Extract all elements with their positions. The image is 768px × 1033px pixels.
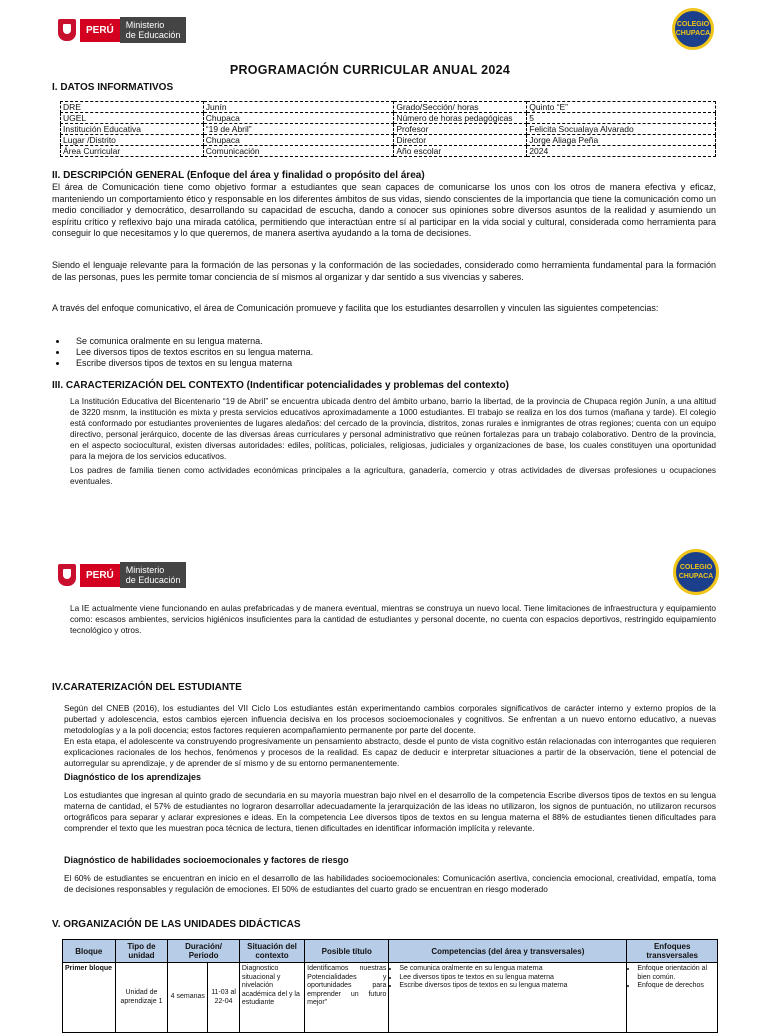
competencias-list	[52, 336, 668, 369]
table-cell: Grado/Sección/ horas	[394, 102, 527, 113]
school-badge-icon: COLEGIO CHUPACA	[672, 8, 714, 50]
list-item: • Se comunica oralmente en su lengua materna	[399, 965, 624, 974]
cell-bloque: Primer bloque	[63, 963, 116, 1033]
header-bloque: Bloque	[63, 940, 116, 963]
contexto-p2: Los padres de familia tienen como actividades económicas principales a la agricultura, ganadería, comercio y otras actividades de diversas profesiones u ocupaciones eventuales.	[70, 465, 716, 486]
minedu-logo-2	[58, 562, 186, 588]
table-cell: Chupaca	[203, 113, 394, 124]
section-2-heading: II. DESCRIPCIÓN GENERAL (Enfoque del área y finalidad o propósito del área)	[52, 170, 425, 181]
table-cell: DRE	[61, 102, 204, 113]
ministry-label: Ministerio de Educación	[120, 17, 187, 43]
ministry-label: Ministerio de Educación	[120, 562, 187, 588]
diagnostico-aprendizajes-heading: Diagnóstico de los aprendizajes	[64, 772, 202, 782]
section-4-heading: IV.CARATERIZACIÓN DEL ESTUDIANTE	[52, 682, 242, 693]
estudiante-p3: Los estudiantes que ingresan al quinto grado de secundaria en su mayoría muestran bajo nivel en el desarrollo de la competencia Escribe diversos tipos de textos en su lengua materna de cantidad, el 57% de estudiantes no lograron desarrollar adecuadamente la jerarquización de las ideas no utilizaron, los signos de puntuación, no utilizaron recursos ortográficos para separar y aclarar expresiones e ideas. En la competencia Lee diversos tipos de textos en su lengua materna el 88% de estudiantes tienen dificultades para comprender el texto que les muestran poca técnica de lectura, tienen dificultades en identificar información implícita y relevante.	[64, 790, 716, 833]
cell-competencias	[389, 963, 627, 1033]
table-cell: 5	[527, 113, 716, 124]
descripcion-p1: El área de Comunicación tiene como objetivo formar a estudiantes que sean capaces de comunicarse los unos con los otros de manera efectiva y eficaz, manteniendo un comportamiento ético y responsable en los diferentes ámbitos de sus vidas, siendo conscientes de la importancia que tiene la comunicación como un medio conciliador y democrático, desarrollando su capacidad de escucha, dando a conocer sus opiniones sobre diversos asuntos de la realidad y asumiendo un espíritu crítico y reflexivo bajo una mirada católica, permitiendo que interactúan entre sí al participar en la vida social y cultural, considerada como herramienta para conseguir lo que necesitamos y lo que queremos, de manera asertiva ayudando a la toma de decisiones.	[52, 182, 716, 239]
table-row	[61, 146, 716, 157]
table-cell: Chupaca	[203, 135, 394, 146]
table-cell: “19 de Abril”	[203, 124, 394, 135]
section-1-heading: I. DATOS INFORMATIVOS	[52, 82, 174, 93]
table-cell: Comunicación	[203, 146, 394, 157]
header-enfoques: Enfoques transversales	[627, 940, 718, 963]
estudiante-p4: El 60% de estudiantes se encuentran en inicio en el desarrollo de las habilidades socioemocionales: Comunicación asertiva, conciencia emocional, creatividad, empatía, toma de decisiones responsables y regulación de emociones. El 50% de estudiantes del cuarto grado se encuentran en riesgo moderado	[64, 873, 716, 894]
descripcion-p2: Siendo el lenguaje relevante para la formación de las personas y la conformación de las sociedades, considerado como herramienta fundamental para la formación de las personas, pues les permite tomar conciencia de sí mismos al organizar y dar sentido a sus vivencias y saberes.	[52, 260, 716, 282]
table-cell: Número de horas pedagógicas	[394, 113, 527, 124]
descripcion-p3: A través del enfoque comunicativo, el área de Comunicación promueve y facilita que los estudiantes desarrollen y vinculen las siguientes competencias:	[52, 303, 659, 313]
table-row	[61, 102, 716, 113]
table-cell: Área Curricular	[61, 146, 204, 157]
cell-semanas: 4 semanas	[168, 963, 208, 1033]
section-5-heading: V. ORGANIZACIÓN DE LAS UNIDADES DIDÁCTICAS	[52, 919, 301, 930]
cell-titulo: Identificamos nuestras Potencialidades y oportunidades para emprender un futuro mejor”	[305, 963, 389, 1033]
estudiante-p2: En esta etapa, el adolescente va construyendo progresivamente un pensamiento abstracto, desde el punto de vista cognitivo están relacionadas con interrogantes que requieren explicaciones racionales de los hechos, fenómenos y procesos de la realidad. Es capaz de deducir e interpretar situaciones a partir de la observación, tiene el potencial de autorregular su aprendizaje, y de aprender de sí mismo y de su entorno permanentemente.	[64, 736, 716, 768]
peru-shield-icon	[58, 19, 76, 41]
school-badge-icon: COLEGIO CHUPACA	[673, 549, 719, 595]
list-item: • Se comunica oralmente en su lengua materna.	[68, 336, 668, 347]
list-item: • Lee diversos tipos te textos en su lengua materna	[399, 974, 624, 983]
header-situacion: Situación del contexto	[239, 940, 304, 963]
header-titulo: Posible título	[305, 940, 389, 963]
table-cell: Institución Educativa	[61, 124, 204, 135]
table-cell: 2024	[527, 146, 716, 157]
peru-shield-icon	[58, 564, 76, 586]
page-title: PROGRAMACIÓN CURRICULAR ANUAL 2024	[229, 63, 511, 77]
table-cell: Profesor	[394, 124, 527, 135]
list-item: • Enfoque orientación al bien común.	[637, 965, 715, 982]
table-cell: Lugar /Distrito	[61, 135, 204, 146]
list-item: • Lee diversos tipos de textos escritos en su lengua materna.	[68, 347, 668, 358]
table-cell: Felicita Socualaya Alvarado	[527, 124, 716, 135]
list-item: • Enfoque de derechos	[637, 982, 715, 991]
list-item: • Escribe diversos tipos de textos en su lengua materna	[68, 358, 668, 369]
table-cell: Director	[394, 135, 527, 146]
table-cell: Junín	[203, 102, 394, 113]
table-cell: Jorge Aliaga Peña	[527, 135, 716, 146]
table-row	[61, 135, 716, 146]
cell-enfoques	[627, 963, 718, 1033]
list-item: • Escribe diversos tipos de textos en su lengua materna	[399, 982, 624, 991]
peru-label: PERÚ	[80, 564, 120, 587]
cell-situacion: Diagnostico situacional y nivelación académica del y la estudiante	[239, 963, 304, 1033]
peru-label: PERÚ	[80, 19, 120, 42]
table-cell: Quinto “E”	[527, 102, 716, 113]
header-competencias: Competencias (del área y transversales)	[389, 940, 627, 963]
table-cell: Año escolar	[394, 146, 527, 157]
table-row	[63, 963, 718, 1033]
table-row	[61, 124, 716, 135]
datos-informativos-table	[60, 101, 716, 157]
header-tipo: Tipo de unidad	[115, 940, 168, 963]
estudiante-p1: Según del CNEB (2016), los estudiantes del VII Ciclo Los estudiantes están experimentando cambios corporales significativos de carácter interno y externo propios de la pubertad y adolescencia, estos cambios ejercen influencia decisiva en los procesos socioemocionales y cognitivos. Se enfrentan a un nuevo entorno educativo, a nuevas metodologías y a la poli docencia; estos factores requieren acompañamiento permanente por parte del docente.	[64, 703, 716, 735]
contexto-p3: La IE actualmente viene funcionando en aulas prefabricadas y de manera eventual, mientras se construya un nuevo local. Tiene limitaciones de infraestructura y equipamiento como: escasos ambientes, servicios higiénicos insuficientes para la cantidad de estudiantes y personal docente, no cuenta con espacios deportivos, restringido equipamiento tecnológico y otros.	[70, 603, 716, 635]
table-row	[61, 113, 716, 124]
minedu-logo	[58, 17, 186, 43]
cell-tipo: Unidad de aprendizaje 1	[115, 963, 168, 1033]
cell-fechas: 11-03 al 22-04	[208, 963, 240, 1033]
section-3-heading: III. CARACTERIZACIÓN DEL CONTEXTO (Indentificar potencialidades y problemas del contexto)	[52, 380, 509, 391]
diagnostico-socioemocional-heading: Diagnóstico de habilidades socioemocionales y factores de riesgo	[64, 855, 349, 865]
header-duracion: Duración/ Periodo	[168, 940, 240, 963]
table-cell: UGEL	[61, 113, 204, 124]
unidades-table	[62, 939, 718, 1033]
contexto-p1: La Institución Educativa del Bicentenario “19 de Abril” se encuentra ubicada dentro del ámbito urbano, barrio la libertad, de la provincia de Chupaca región Junín, a una altitud de 3220 msnm, la institución es mixta y presta servicios educativos aproximadamente a 1000 estudiantes. El trabajo se realiza en los dos turnos (mañana y tarde). El colegio está conformado por estudiantes provenientes de lugares aledaños: del cercado de la provincia, distritos, zonas rurales e inmigrantes de otras regiones; cuenta con un equipo directivo, personal jerárquico, docente de las diversas áreas curriculares y personal administrativo que reúnen fortalezas para un trabajo colaborativo. Dentro de la provincia, en el aspecto sociocultural, existen diversas autoridades: ediles, políticas, policiales, religiosas, judiciales y organizaciones de base, los cuales constituyen una oportunidad para la mejora de los servicios educativos.	[70, 396, 716, 461]
